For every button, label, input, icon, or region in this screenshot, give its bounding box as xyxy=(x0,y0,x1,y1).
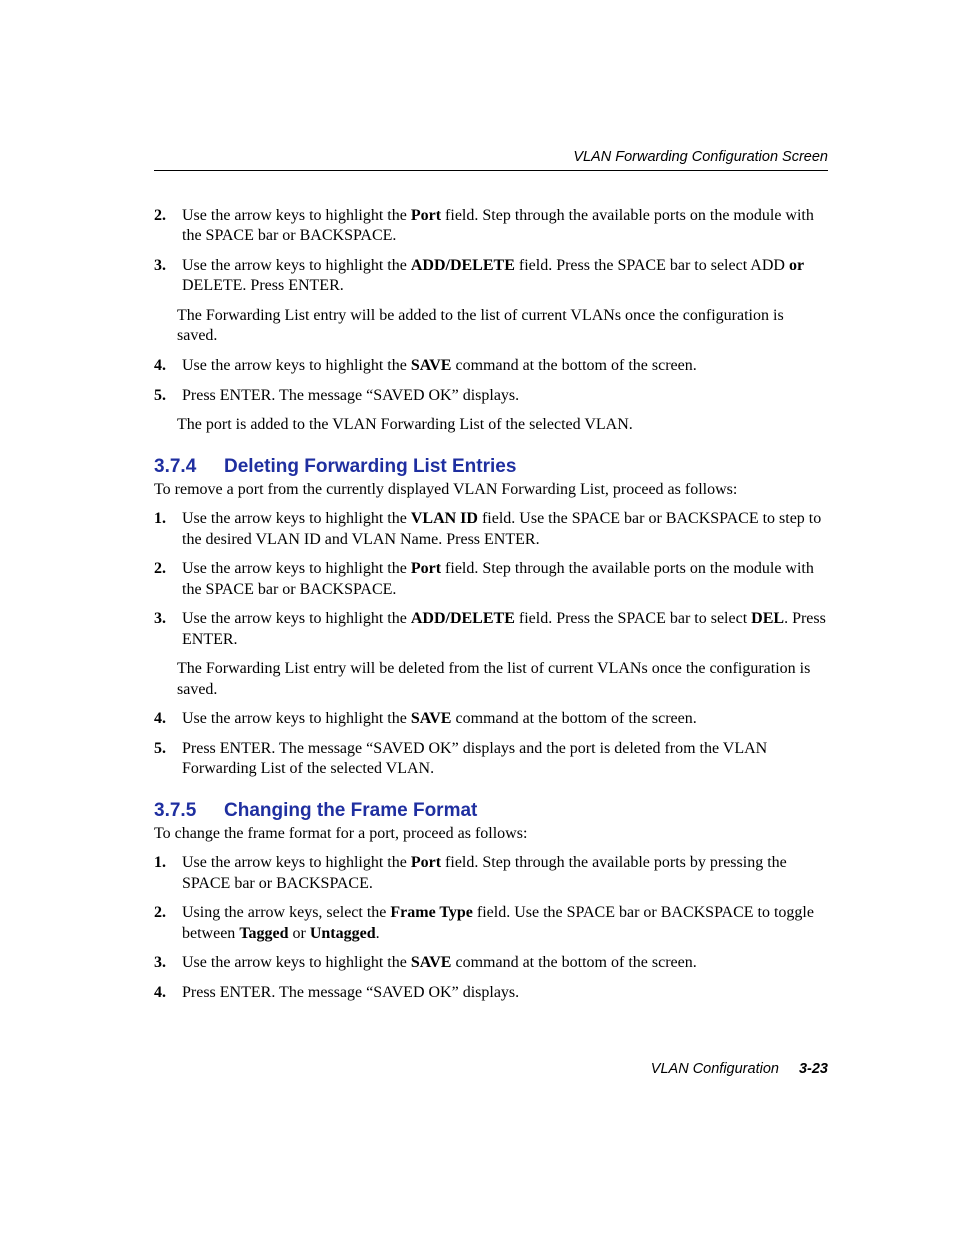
field-name: Port xyxy=(410,854,442,872)
step-number: 2. xyxy=(154,560,166,578)
step-text: Use the arrow keys to highlight the xyxy=(182,854,411,872)
field-name: ADD/DELETE xyxy=(410,610,515,628)
step-text: command at the bottom of the screen. xyxy=(451,954,697,972)
step-number: 3. xyxy=(154,610,166,628)
step-number: 4. xyxy=(154,710,166,728)
section-title: Changing the Frame Format xyxy=(224,799,478,821)
step-1 xyxy=(154,853,828,894)
footer-chapter-title: VLAN Configuration xyxy=(650,1061,779,1077)
section-intro: To remove a port from the currently displayed VLAN Forwarding List, proceed as follows: xyxy=(154,480,738,498)
step-text: Press ENTER. The message “SAVED OK” displays and the port is deleted from the VLAN Forwarding List of the selected VLAN. xyxy=(182,739,768,778)
step-text: Using the arrow keys, select the xyxy=(182,904,391,922)
step-text: Use the arrow keys to highlight the xyxy=(182,257,411,274)
running-footer xyxy=(154,1061,828,1077)
step-note: The port is added to the VLAN Forwarding List of the selected VLAN. xyxy=(177,416,633,434)
step-number: 3. xyxy=(154,257,166,274)
step-number: 3. xyxy=(154,954,166,972)
emphasis: DEL xyxy=(751,610,785,628)
option-tagged: Tagged xyxy=(239,924,289,942)
running-header: VLAN Forwarding Configuration Screen xyxy=(573,149,828,165)
step-text: command at the bottom of the screen. xyxy=(451,357,697,374)
step-4 xyxy=(154,709,828,729)
step-text: Use the arrow keys to highlight the xyxy=(182,710,411,728)
section-heading-3-7-4 xyxy=(154,456,828,478)
step-number: 5. xyxy=(154,739,166,757)
step-text: field. Use the SPACE bar or BACKSPACE to step to the desired VLAN ID and VLAN Name. Press ENTER. xyxy=(182,510,822,548)
field-name: VLAN ID xyxy=(410,510,478,528)
step-text: field. Step through the available ports by pressing the SPACE bar or BACKSPACE. xyxy=(182,854,787,892)
step-text: Press ENTER. The message “SAVED OK” displays. xyxy=(182,386,520,404)
step-text: field. Step through the available ports on the module with the SPACE bar or BACKSPACE. xyxy=(182,207,814,245)
option-untagged: Untagged xyxy=(309,924,376,942)
step-text: DELETE. Press ENTER. xyxy=(182,277,344,295)
step-4 xyxy=(154,983,828,1003)
step-number: 1. xyxy=(154,510,166,528)
step-text: command at the bottom of the screen. xyxy=(451,710,697,728)
command-name: SAVE xyxy=(410,710,452,728)
step-1 xyxy=(154,509,828,550)
step-text: field. Step through the available ports on the module with the SPACE bar or BACKSPACE. xyxy=(182,560,814,598)
step-number: 5. xyxy=(154,386,166,404)
step-3 xyxy=(154,609,828,650)
page-content xyxy=(154,206,828,1012)
step-number: 4. xyxy=(154,983,166,1001)
section-intro: To change the frame format for a port, proceed as follows: xyxy=(154,824,528,842)
step-number: 4. xyxy=(154,357,166,374)
step-2 xyxy=(154,206,828,247)
step-number: 2. xyxy=(154,904,166,922)
step-text: Use the arrow keys to highlight the xyxy=(182,954,411,972)
step-note: The Forwarding List entry will be deleted from the list of current VLANs once the configuration is saved. xyxy=(177,660,811,698)
header-rule xyxy=(154,170,828,171)
step-2 xyxy=(154,559,828,600)
field-name: Frame Type xyxy=(390,904,473,922)
field-name: Port xyxy=(410,207,442,224)
field-name: ADD/DELETE xyxy=(410,257,515,274)
step-text: field. Press the SPACE bar to select xyxy=(514,610,752,628)
section-number: 3.7.5 xyxy=(154,799,197,821)
step-text: field. Press the SPACE bar to select ADD xyxy=(514,257,789,274)
page-number: 3-23 xyxy=(798,1061,828,1077)
step-text: Use the arrow keys to highlight the xyxy=(182,207,411,224)
step-number: 1. xyxy=(154,854,166,872)
step-3 xyxy=(154,256,828,297)
step-number: 2. xyxy=(154,207,166,224)
step-text: or xyxy=(288,924,310,942)
step-2 xyxy=(154,903,828,944)
step-text: field. Use the SPACE bar or BACKSPACE to toggle between xyxy=(182,904,814,942)
step-text: Use the arrow keys to highlight the xyxy=(182,560,411,578)
emphasis: or xyxy=(788,257,805,274)
step-5 xyxy=(154,386,828,406)
step-text: Use the arrow keys to highlight the xyxy=(182,610,411,628)
section-number: 3.7.4 xyxy=(154,455,197,477)
command-name: SAVE xyxy=(410,357,452,374)
step-text: Press ENTER. The message “SAVED OK” displays. xyxy=(182,983,520,1001)
field-name: Port xyxy=(410,560,442,578)
step-text: . xyxy=(375,924,380,942)
section-title: Deleting Forwarding List Entries xyxy=(224,455,517,477)
step-5 xyxy=(154,739,828,780)
step-3 xyxy=(154,953,828,973)
step-text: Use the arrow keys to highlight the xyxy=(182,357,411,374)
step-4 xyxy=(154,356,828,376)
command-name: SAVE xyxy=(410,954,452,972)
step-text: Use the arrow keys to highlight the xyxy=(182,510,411,528)
step-note: The Forwarding List entry will be added to the list of current VLANs once the configuration is saved. xyxy=(177,307,784,345)
step-text: . Press ENTER. xyxy=(182,610,826,648)
section-heading-3-7-5 xyxy=(154,800,828,822)
